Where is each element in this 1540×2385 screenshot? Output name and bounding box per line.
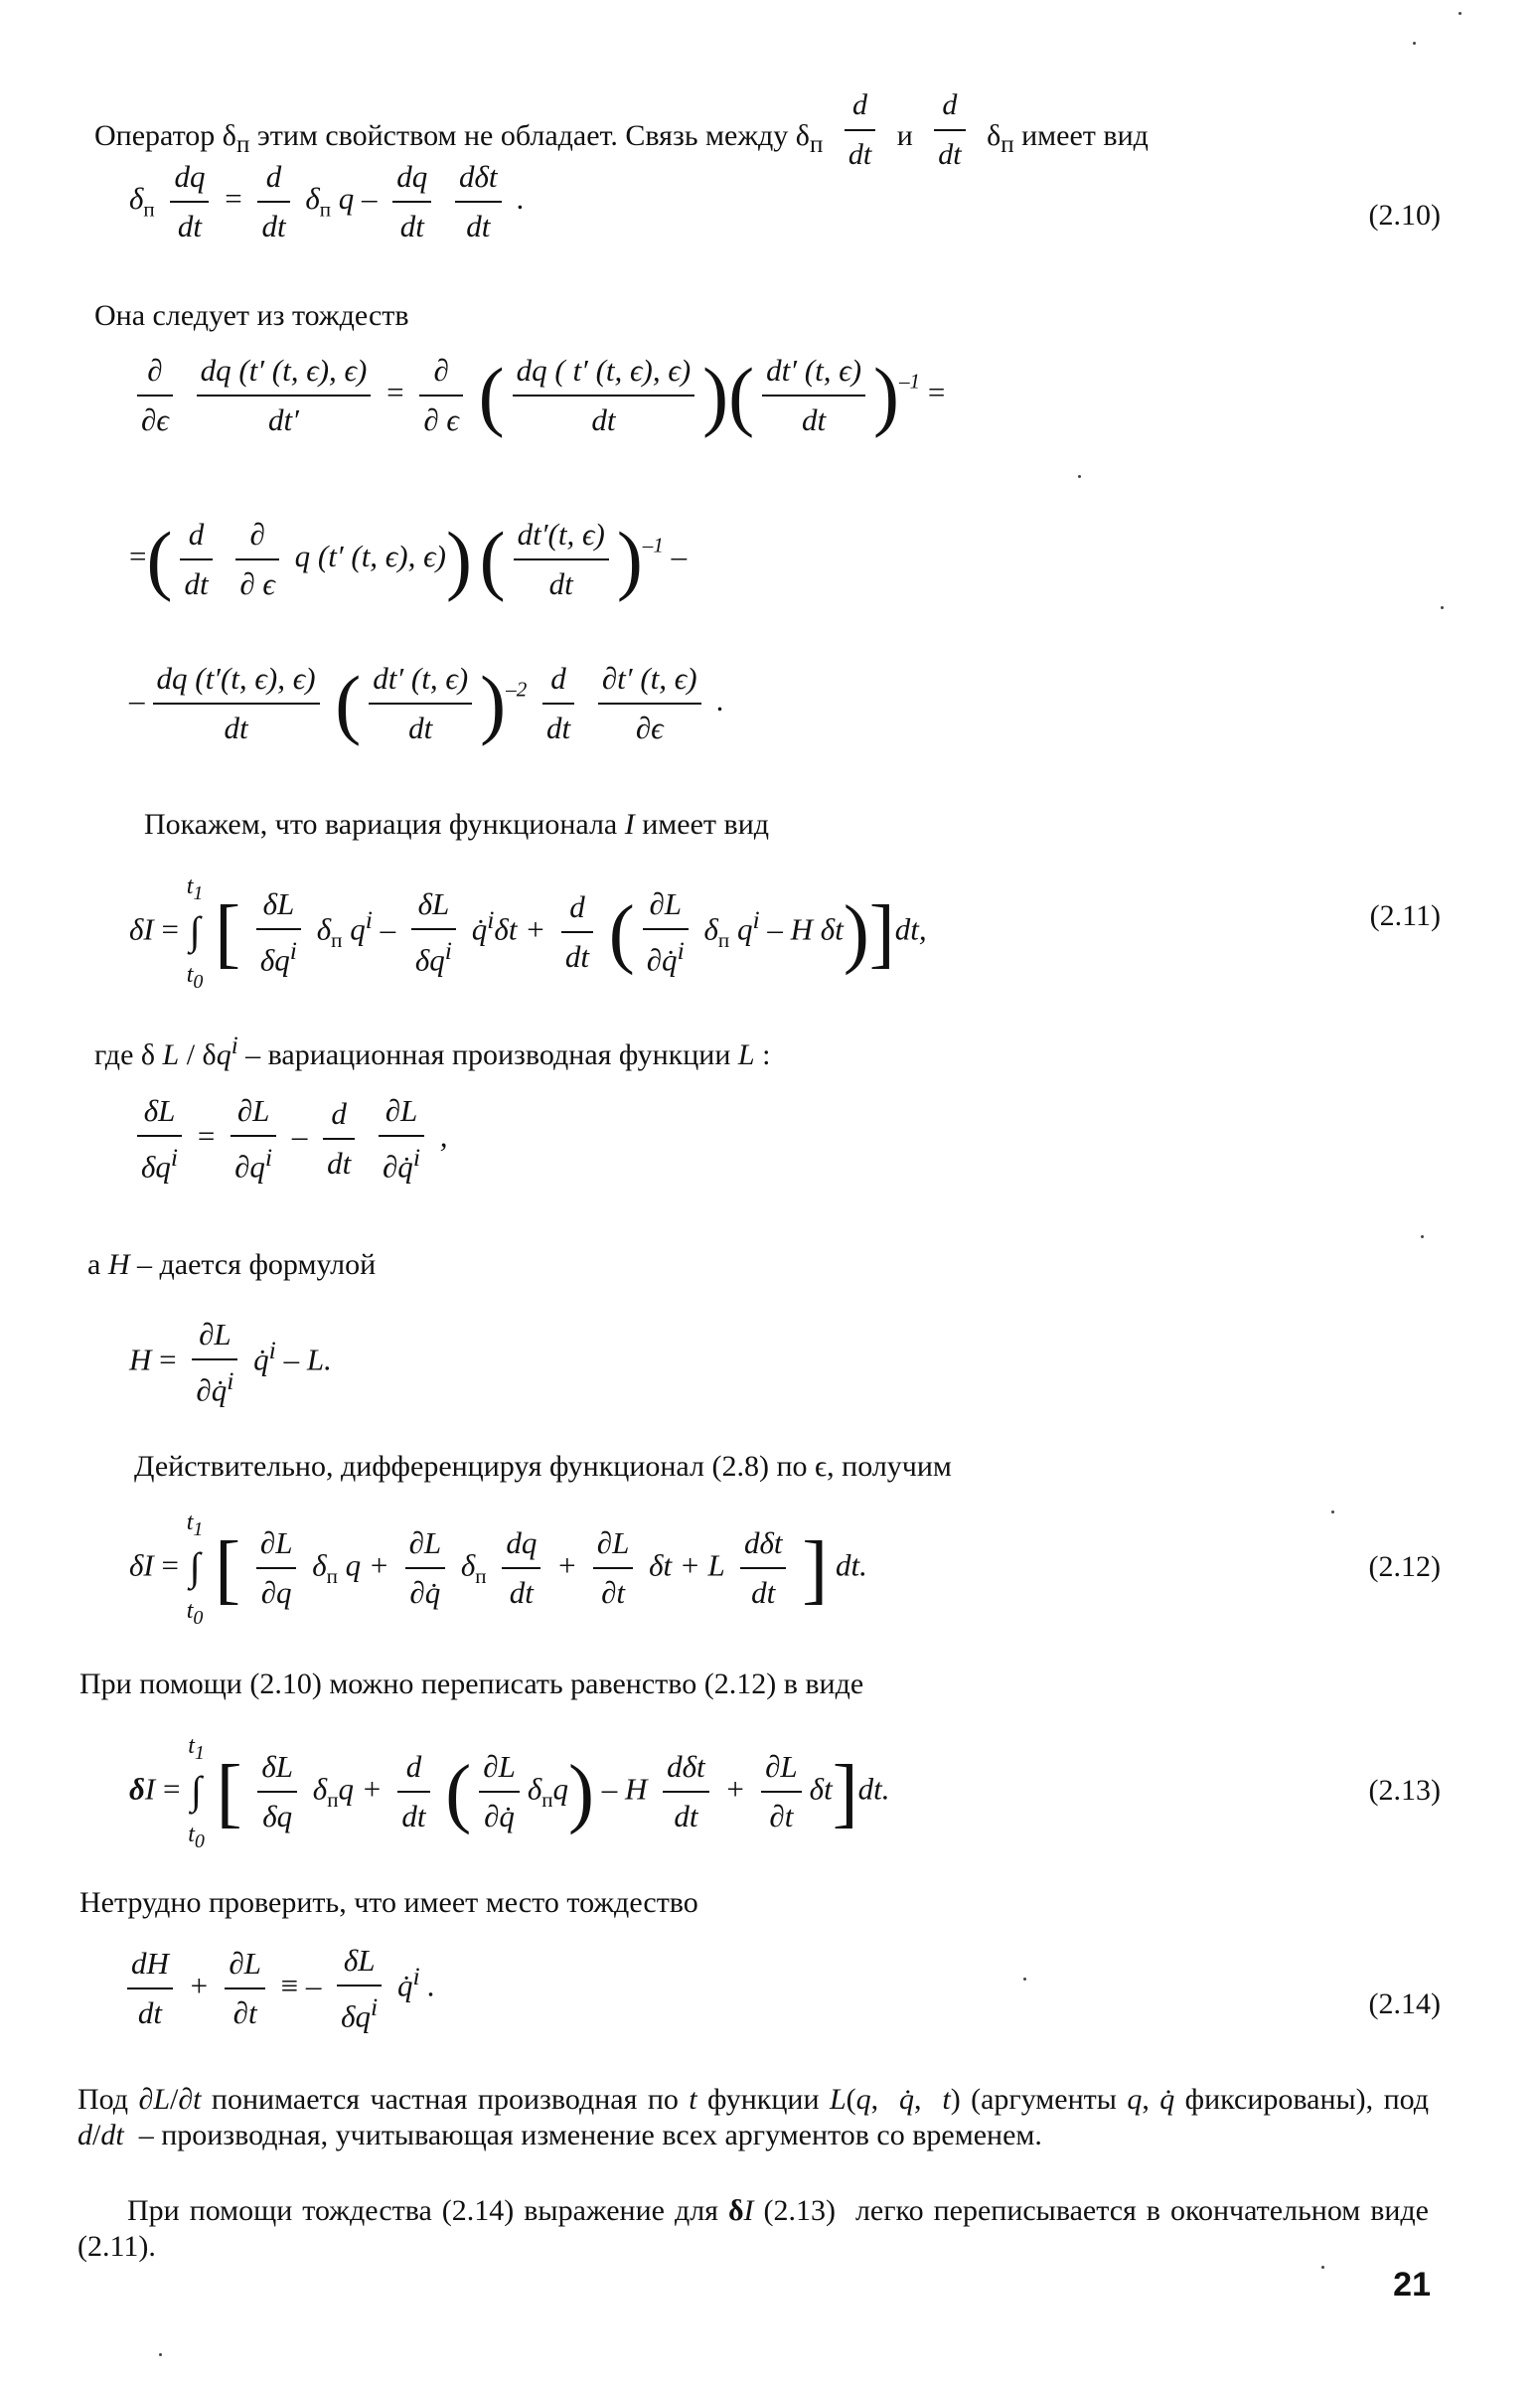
- scan-speck: [1441, 606, 1444, 609]
- paragraph-final: При помощи тождества (2.14) выражение для δI (2.13) легко переписывается в окончательном виде (2.11).: [77, 2194, 1430, 2263]
- paragraph-rewrite: При помощи (2.10) можно переписать равенство (2.12) в виде: [79, 1668, 864, 1700]
- scan-speck: [1413, 42, 1416, 45]
- paragraph-h-formula: а H – дается формулой: [87, 1248, 377, 1281]
- equation-identity-line-1: $\frac{\partial}{\partial\epsilon}$ $\frac{dq (t' (t, \epsilon), \epsilon)}{dt'}$ = $\frac{\partial}{\partial \epsilon}$ ( $\frac{dq ( t' (t, \epsilon), \epsilon)}{dt}$ )( $\frac{dt' (t, \epsilon)}{dt}$ )$^{-1}$ =: [129, 353, 945, 438]
- equation-identity-line-3: – $\frac{dq (t'(t, \epsilon), \epsilon)}{dt}$ ( $\frac{dt' (t, \epsilon)}{dt}$ )$^{-2}$ $\frac{d}{dt}$ $\frac{\partial t' (t, \epsilon)}{\partial\epsilon}$ .: [129, 660, 725, 746]
- equation-2-13: $\delta I = t_1$ ∫ $t_0$ [ $\frac{\delta L}{\delta q}$ $\delta_пq$ + $\frac{d}{dt}$ ( $\frac{\partial L}{\partial q̇}$ $\delta_пq$) – H $\frac{\text{dδt}}{dt}$ + $\frac{\partial L}{\partial t}$ δt]dt.: [129, 1733, 890, 1852]
- scan-speck: [159, 2353, 162, 2356]
- equation-number-2-13: (2.13): [1368, 1774, 1441, 1807]
- paragraph-variational-derivative: где δ L / $\delta q^i$ – вариационная производная функции L :: [94, 1033, 771, 1071]
- equation-2-10: $\delta_п$ $\frac{dq}{dt}$ = $\frac{d}{dt}$ $\delta_п$ q – $\frac{dq}{dt}$ $\frac{\text{dδt}}{dt}$ .: [129, 159, 526, 243]
- equation-2-11: $\delta I = t_1$ ∫ $t_0$ [ $\frac{\delta L}{\delta q^i}$ $\delta_п$ $q^i$ – $\frac{\delta L}{\delta q^i}$ q̇$^i$δt + $\frac{d}{dt}$ ( $\frac{\partial L}{\partial q̇^i}$ $\delta_п$ $q^i$ – H δt)]dt,: [129, 874, 927, 993]
- scan-speck: [1331, 1510, 1334, 1513]
- word-and: и: [896, 118, 913, 152]
- scan-speck: [1023, 1978, 1026, 1981]
- equation-2-14: $\frac{dH}{dt}$ + $\frac{\partial L}{\partial t}$ ≡ – $\frac{\delta L}{\delta q^i}$ q̇$^i$ .: [119, 1943, 435, 2034]
- equation-number-2-12: (2.12): [1368, 1550, 1441, 1583]
- scan-speck: [1321, 2266, 1324, 2269]
- scan-speck: [1078, 475, 1081, 478]
- equation-number-2-11: (2.11): [1369, 899, 1441, 932]
- equation-hamiltonian: H = $\frac{\partial L}{\partial q̇^i}$ q̇$^i$ – L.: [129, 1317, 332, 1408]
- fraction-d-dt-2: $\frac{d}{dt}$: [934, 87, 965, 173]
- equation-identity-line-2: =( $\frac{d}{dt}$ $\frac{\partial}{\partial \epsilon}$ q (t′ (t, ϵ), ϵ)) ( $\frac{dt'(t, \epsilon)}{dt}$ )$^{-1}$ –: [129, 516, 688, 602]
- paragraph-operator: Оператор $\delta_п$ этим свойством не обладает. Связь между $\delta_п$: [94, 118, 824, 158]
- paragraph-identity-intro: Она следует из тождеств: [94, 299, 409, 332]
- paragraph-show-variation: Покажем, что вариация функционала I имеет вид: [144, 808, 770, 841]
- paragraph-partial-derivative: Под ∂L/∂t понимается частная производная по t функции L(q, q̇, t) (аргументы q, q̇ фиксированы), под d/dt – производная, учитывающая изменение всех аргументов со временем.: [77, 2083, 1430, 2151]
- paragraph-identity-check: Нетрудно проверить, что имеет место тождество: [79, 1886, 698, 1919]
- scan-speck: [1421, 1235, 1424, 1238]
- paragraph-operator-end: $\delta_п$ имеет вид: [987, 118, 1149, 158]
- equation-number-2-14: (2.14): [1368, 1988, 1441, 2020]
- paragraph-differentiating: Действительно, дифференцируя функционал (2.8) по ϵ, получим: [134, 1450, 952, 1483]
- equation-number-2-10: (2.10): [1368, 199, 1441, 232]
- equation-2-12: $\delta I = t_1$ ∫ $t_0$ [ $\frac{\partial L}{\partial q}$ $\delta_п$ q + $\frac{\partial L}{\partial q̇}$ $\delta_п$ $\frac{dq}{dt}$ + $\frac{\partial L}{\partial t}$ δt + L $\frac{\text{dδt}}{dt}$ ] dt.: [129, 1510, 867, 1629]
- page-number: 21: [1393, 2266, 1431, 2304]
- equation-variational-derivative: $\frac{\delta L}{\delta q^i}$ = $\frac{\partial L}{\partial q^i}$ – $\frac{d}{dt}$ $\frac{\partial L}{\partial q̇^i}$ ,: [129, 1093, 448, 1185]
- scan-speck: [1459, 12, 1462, 15]
- fraction-d-dt: $\frac{d}{dt}$: [845, 87, 875, 173]
